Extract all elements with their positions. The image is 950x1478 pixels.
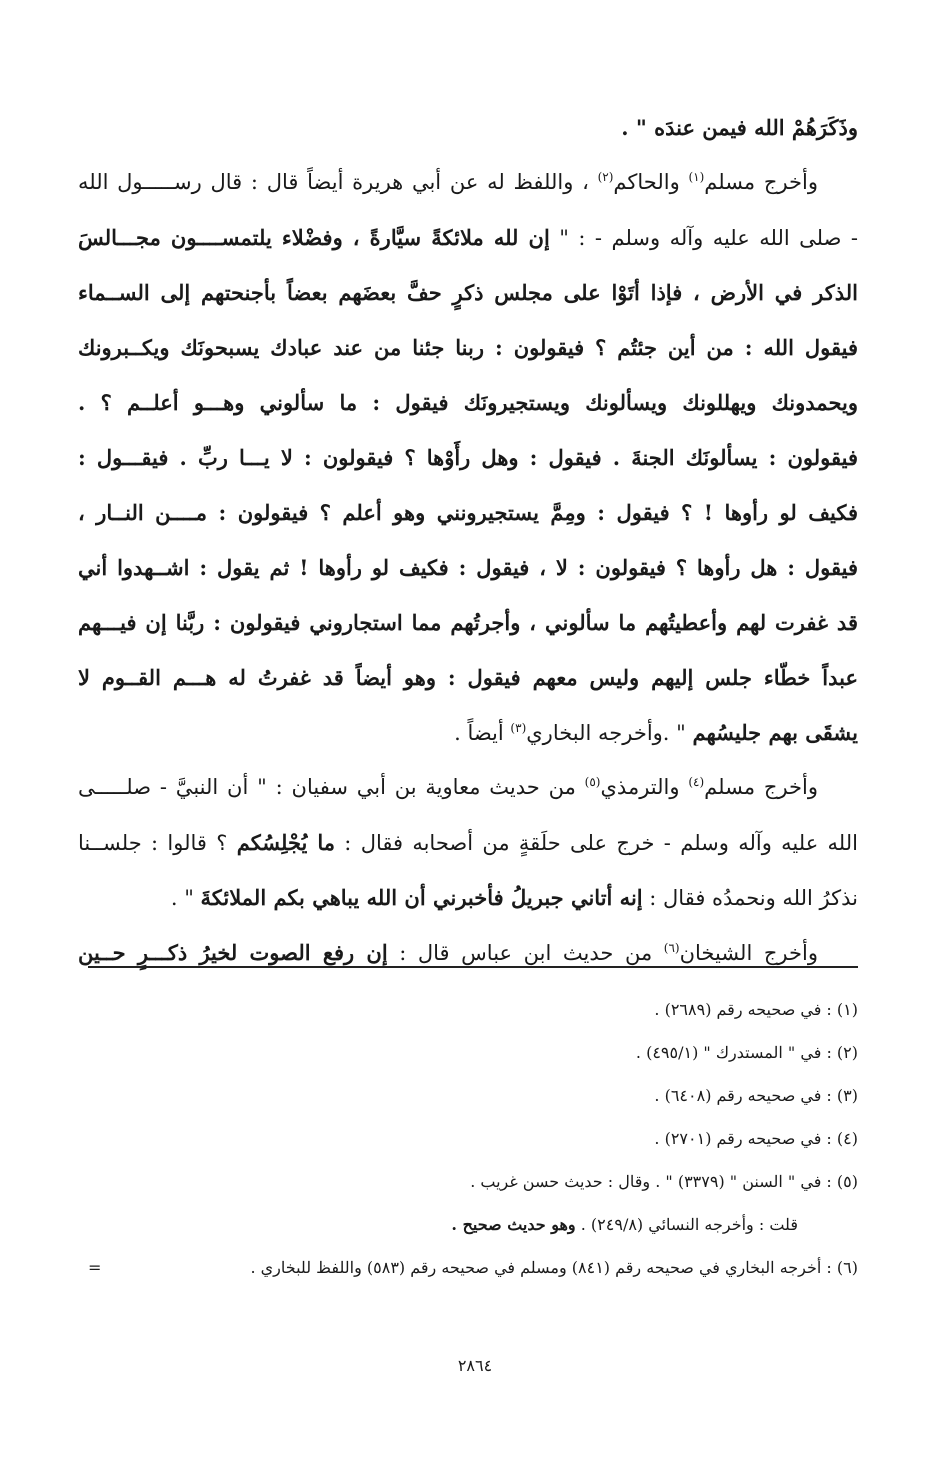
narration-text: " .وأخرجه البخاري (526, 721, 693, 745)
footnote-ref[interactable]: (٦) (663, 941, 680, 955)
footnote-text: (٦) : أخرجه البخاري في صحيحه رقم (٨٤١) ومسلم في صحيحه رقم (٥٨٣) واللفظ للبخاري . (250, 1258, 858, 1277)
hadith-text: الذكر في الأرض ، فإذا أتَوْا على مجلس ذكرٍ حفَّ بعضَهم بعضاً بأجنحتهم إلى الســماء (78, 280, 858, 305)
page-number: ٢٨٦٤ (457, 1356, 493, 1375)
footnote-5 (88, 1160, 858, 1203)
text-line (78, 320, 858, 375)
footnote-text: (١) : في صحيحه رقم (٢٦٨٩) . (654, 1000, 858, 1019)
narration-text: " . (170, 886, 201, 910)
text-line (78, 100, 858, 155)
hadith-text: وذَكَرَهُمْ الله فيمن عندَه " . (621, 115, 858, 140)
narration-text: ، واللفظ له عن أبي هريرة أيضاً قال : قال رســـــول الله (78, 170, 598, 194)
footnote-ref[interactable]: (٤) (688, 775, 705, 789)
hadith-text: فيقول : هل رأوها ؟ فيقولون : لا ، فيقول : فكيف لو رأوها ! ثم يقول : اشــهدوا أني (78, 555, 858, 580)
hadith-text: فيقول الله : من أين جئتُم ؟ فيقولون : ربنا جئنا من عند عبادك يسبحونَك ويكــبرونك (78, 335, 858, 360)
hadith-text: قد غفرت لهم وأعطيتُهم ما سألوني ، وأجرتُهم مما استجاروني فيقولون : ربَّنا إن فيـــهم (78, 610, 858, 635)
narration-text: وأخرج مسلم (704, 775, 818, 799)
narration-text: وأخرج مسلم (704, 170, 818, 194)
footnote-5-comment (88, 1203, 858, 1246)
text-line (78, 925, 858, 980)
hadith-text: فكيف لو رأوها ! ؟ فيقول : ومِمَّ يستجيرونني وهو أعلم ؟ فيقولون : مــــن النــار ، (78, 500, 858, 525)
narration-text: من حديث ابن عباس قال : (387, 941, 664, 965)
footnote-2 (88, 1031, 858, 1074)
footnote-verdict: وهو حديث صحيح . (451, 1215, 576, 1234)
text-line (78, 540, 858, 595)
narration-text: ؟ قالوا : جلســنا (78, 831, 237, 855)
footnote-text: قلت : وأخرجه النسائي (٢٤٩/٨) . (575, 1215, 798, 1234)
footnote-6 (88, 1246, 858, 1289)
text-line (78, 485, 858, 540)
hadith-text: عبداً خطّاء جلس إليهم وليس معهم فيقول : وهو أيضاً قد غفرتُ له هـــم القــوم لا (78, 665, 858, 690)
main-text (78, 100, 858, 980)
narration-text: - صلى الله عليه وآله وسلم - : " (549, 226, 858, 250)
footnote-ref[interactable]: (٥) (584, 775, 601, 789)
text-line (78, 375, 858, 430)
continuation-mark: = (88, 1258, 102, 1277)
footnote-text: (٤) : في صحيحه رقم (٢٧٠١) . (654, 1129, 858, 1148)
hadith-text: ويحمدونك ويهللونك ويسألونك ويستجيرونَك فيقول : ما سألوني وهـــو أعلــم ؟ . (78, 390, 858, 415)
narration-text: والترمذي (600, 775, 689, 799)
narration-text: نذكرُ الله ونحمدُه فقال : (642, 886, 858, 910)
footnote-1 (88, 988, 858, 1031)
footnote-ref[interactable]: (٢) (597, 170, 614, 184)
text-line (78, 815, 858, 870)
hadith-text: ما يُجْلِسُكم (236, 830, 335, 855)
narration-text: وأخرج الشيخان (679, 941, 818, 965)
text-line (78, 430, 858, 485)
hadith-text: إنه أتاني جبريلُ فأخبرني أن الله يباهي بكم الملائكةَ (200, 885, 643, 910)
hadith-text: إن لله ملائكةً سيَّارةً ، وفضْلاء يلتمســــون مجـــالسَ (78, 225, 550, 250)
text-line (78, 705, 858, 760)
text-line (78, 155, 858, 210)
text-line (78, 210, 858, 265)
hadith-text: إن رفع الصوت لخيرُ ذكـــرٍ حــين (78, 940, 388, 965)
text-line (78, 650, 858, 705)
narration-text: أيضاً . (454, 721, 511, 745)
footnote-text: (٣) : في صحيحه رقم (٦٤٠٨) . (654, 1086, 858, 1105)
footnote-ref[interactable]: (٣) (510, 721, 527, 735)
text-line (78, 870, 858, 925)
text-line (78, 265, 858, 320)
footnote-4 (88, 1117, 858, 1160)
footnote-text: (٢) : في " المستدرك " (٤٩٥/١) . (635, 1043, 858, 1062)
footnotes (88, 988, 858, 1289)
hadith-text: يشقَى بهم جليسُهم (692, 720, 858, 745)
text-line (78, 760, 858, 815)
narration-text: الله عليه وآله وسلم - خرج على حلَقةٍ من أصحابه فقال : (334, 831, 858, 855)
text-line (78, 595, 858, 650)
narration-text: من حديث معاوية بن أبي سفيان : " أن النبيَّ - صلـــــى (78, 775, 585, 799)
footnote-text: (٥) : في " السنن " (٣٣٧٩) " . وقال : حديث حسن غريب . (470, 1172, 858, 1191)
narration-text: والحاكم (613, 170, 689, 194)
footnote-ref[interactable]: (١) (688, 170, 705, 184)
hadith-text: فيقولون : يسألونَك الجنةَ . فيقول : وهل رأَوْها ؟ فيقولون : لا يـــا ربِّ . فيقـــول : (78, 445, 858, 470)
footnote-divider (88, 966, 858, 968)
footnote-3 (88, 1074, 858, 1117)
